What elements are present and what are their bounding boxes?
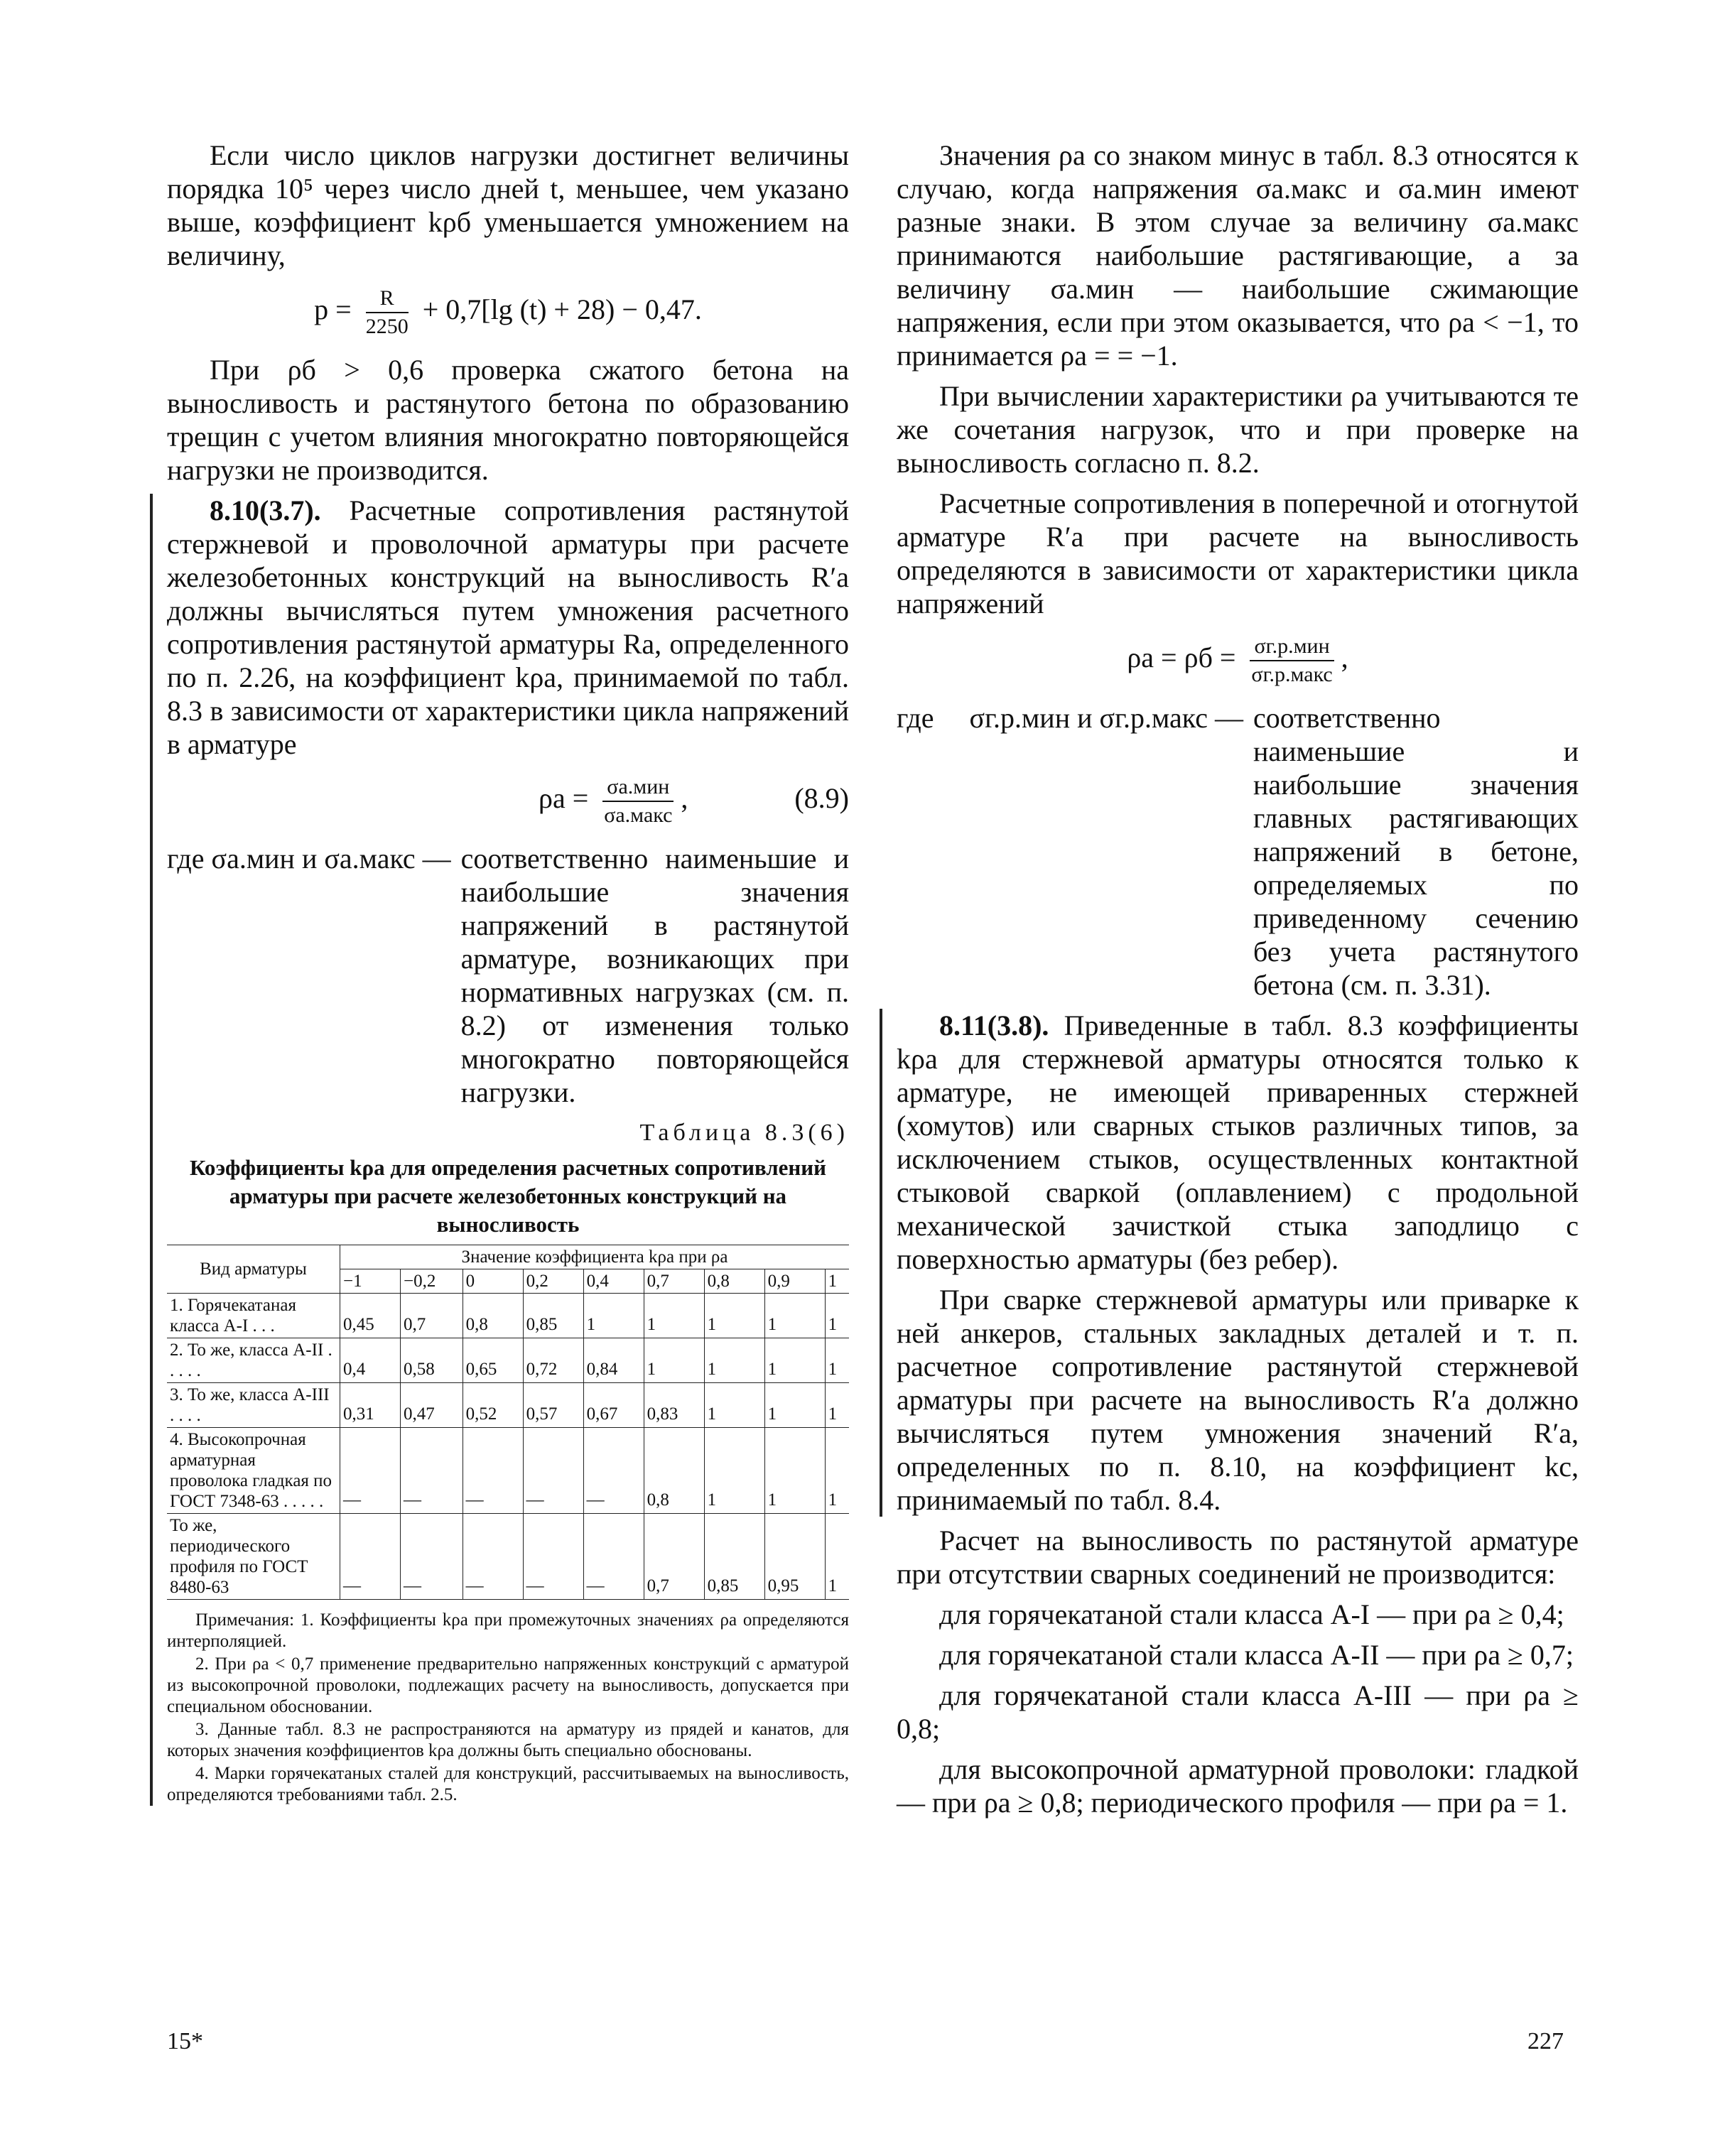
table-cell: 1 (644, 1338, 704, 1383)
table-head-type: Вид арматуры (167, 1245, 340, 1294)
rho-value: −0,2 (401, 1269, 463, 1294)
right-para-4 (897, 1009, 1579, 1276)
table-cell: 1 (704, 1294, 764, 1338)
section-8-10 (150, 494, 849, 1806)
table-cell: 0,31 (340, 1383, 401, 1428)
formula-8-9-number: (8.9) (794, 782, 849, 815)
table-cell: 0,72 (523, 1338, 583, 1383)
table-cell: 0,7 (401, 1294, 463, 1338)
rho-value: 0,2 (523, 1269, 583, 1294)
table-cell: 0,45 (340, 1294, 401, 1338)
section-8-10-text: Расчетные сопротивления растянутой стержневой и проволочной арматуры при расчете железобетонных конструкций на выносливость R′а должны вычисляться путем умножения расчетного сопротивления растянутой арматуры Rа, определенного по п. 2.26, на коэффициент kρа, принимаемой по табл. 8.3 в зависимости от характеристики цикла напряжений в арматуре (167, 494, 849, 760)
table-cell: 0,65 (463, 1338, 523, 1383)
table-cell: 1 (644, 1294, 704, 1338)
where-left-label: где σа.мин и σа.макс — (167, 843, 451, 874)
table-cell: — (340, 1514, 401, 1600)
formula-rho-b (897, 633, 1579, 688)
table-note: 2. При ρа < 0,7 применение предварительно напряженных конструкций с арматурой из высокопрочной проволоки, подлежащих расчету на выносливость, допускается при специальном обосновании. (167, 1654, 849, 1716)
table-title: Коэффициенты kρа для определения расчетных сопротивлений арматуры при расчете железобетонных конструкций на выносливость (189, 1155, 827, 1237)
table-row-name: 2. То же, класса А-II . . . . . (167, 1338, 340, 1383)
table-cell: — (583, 1428, 644, 1514)
list-item: для горячекатаной стали класса А-I — при ρа ≥ 0,4; (939, 1598, 1564, 1630)
table-cell: 1 (825, 1338, 849, 1383)
table-cell: 0,85 (704, 1514, 764, 1600)
table-cell: 1 (825, 1294, 849, 1338)
table-cell: 1 (764, 1383, 825, 1428)
table-cell: 1 (825, 1428, 849, 1514)
rho-value: 0 (463, 1269, 523, 1294)
left-para-3 (167, 494, 849, 761)
table-cell: — (463, 1514, 523, 1600)
formula-p-denominator: 2250 (365, 315, 409, 338)
table-cell: 1 (764, 1294, 825, 1338)
formula-8-9-lhs: ρа = (538, 782, 589, 815)
table-cell: 0,57 (523, 1383, 583, 1428)
formula-rho-b-numerator: σг.р.мин (1250, 633, 1334, 661)
right-para-2: При вычислении характеристики ρа учитываются те же сочетания нагрузок, что и при проверке на выносливость согласно п. 8.2. (897, 380, 1579, 479)
table-cell: — (463, 1428, 523, 1514)
list-item: для горячекатаной стали класса А-III — при ρа ≥ 0,8; (897, 1679, 1579, 1745)
table-cell: — (401, 1428, 463, 1514)
table-row (167, 1383, 849, 1428)
rho-value: 1 (825, 1269, 849, 1294)
table-row-name: 4. Высокопрочная арматурная проволока гладкая по ГОСТ 7348-63 . . . . . (167, 1428, 340, 1514)
formula-8-9-comma: , (681, 782, 688, 815)
table-cell: 0,8 (644, 1428, 704, 1514)
table-note: 3. Данные табл. 8.3 не распространяются на арматуру из прядей и канатов, для которых значения коэффициентов kρа должны быть специально обоснованы. (167, 1720, 849, 1760)
table-cell: 1 (704, 1428, 764, 1514)
coefficient-table (167, 1245, 849, 1600)
table-row-name: То же, периодического профиля по ГОСТ 8480-63 (167, 1514, 340, 1600)
where-left-text: соответственно наименьшие и наибольшие значения напряжений в растянутой арматуре, возникающих при нормативных нагрузках (см. п. 8.2) от изменения только многократно повторяющейся нагрузки. (460, 843, 849, 1108)
table-row (167, 1428, 849, 1514)
table-cell: 0,8 (463, 1294, 523, 1338)
table-row-name: 1. Горячекатаная класса А-I . . . (167, 1294, 340, 1338)
table-cell: 0,85 (523, 1294, 583, 1338)
section-8-11-heading: 8.11(3.8). (939, 1009, 1049, 1041)
table-cell: 1 (583, 1294, 644, 1338)
table-cell: — (401, 1514, 463, 1600)
table-row (167, 1294, 849, 1338)
right-column (897, 139, 1579, 1826)
table-cell: 0,67 (583, 1383, 644, 1428)
left-para-1: Если число циклов нагрузки достигнет величины порядка 10⁵ через число дней t, меньшее, чем указано выше, коэффициент kρб уменьшается умножением на величину, (167, 139, 849, 271)
where-block-right (897, 701, 1579, 1002)
section-8-11 (880, 1009, 1579, 1517)
left-column (167, 139, 849, 1807)
table-cell: — (340, 1428, 401, 1514)
table-cell: 0,47 (401, 1383, 463, 1428)
right-para-3: Расчетные сопротивления в поперечной и отогнутой арматуре R′а при расчете на выносливость определяются в зависимости от характеристики цикла напряжений (897, 487, 1579, 619)
rho-value: 0,8 (704, 1269, 764, 1294)
where-right-symbols: σг.р.мин и σг.р.макс — (969, 702, 1243, 734)
table-note: 4. Марки горячекатаных сталей для конструкций, рассчитываемых на выносливость, определяются требованиями табл. 2.5. (167, 1764, 849, 1804)
table-cell: 0,58 (401, 1338, 463, 1383)
right-para-5: При сварке стержневой арматуры или приварке к ней анкеров, стальных закладных деталей и т. п. расчетное сопротивление растянутой стержневой арматуры при расчете на выносливость R′а должно вычисляться путем умножения значений R′а, определенных по п. 8.10, на коэффициент kс, принимаемый по табл. 8.4. (897, 1284, 1579, 1516)
table-row (167, 1514, 849, 1600)
rho-value: 0,9 (764, 1269, 825, 1294)
formula-8-9-fraction (602, 774, 674, 829)
table-cell: — (523, 1428, 583, 1514)
formula-p-numerator: R (366, 285, 409, 313)
formula-p (167, 285, 849, 340)
table-cell: 1 (825, 1514, 849, 1600)
formula-p-rhs: + 0,7[lg (t) + 28) − 0,47. (422, 293, 702, 326)
section-8-11-text: Приведенные в табл. 8.3 коэффициенты kρа для стержневой арматуры относятся только к арматуре, не имеющей приваренных стержней (хомутов) или сварных стыков различных типов, за исключением стыков, осуществленных контактной стыковой сваркой (оплавлением) с продольной механической зачисткой стыка заподлицо с поверхностью арматуры (без ребер). (897, 1009, 1579, 1275)
section-8-10-heading: 8.10(3.7). (210, 494, 321, 526)
where-right-label: где (897, 702, 934, 734)
table-cell: 1 (825, 1383, 849, 1428)
formula-p-fraction (366, 285, 409, 340)
table-cell: 0,95 (764, 1514, 825, 1600)
table-head-values: Значение коэффициента kρа при ρа (340, 1245, 850, 1269)
formula-rho-b-denominator: σг.р.макс (1251, 663, 1333, 686)
left-para-2: При ρб > 0,6 проверка сжатого бетона на выносливость и растянутого бетона по образованию трещин с учетом влияния многократно повторяющейся нагрузки не производится. (167, 354, 849, 486)
table-cell: 0,84 (583, 1338, 644, 1383)
table-cell: 0,52 (463, 1383, 523, 1428)
right-para-6: Расчет на выносливость по растянутой арматуре при отсутствии сварных соединений не производится: (897, 1524, 1579, 1590)
table-cell: 0,83 (644, 1383, 704, 1428)
formula-rho-b-comma: , (1341, 641, 1348, 674)
table-cell: 1 (704, 1338, 764, 1383)
page-number: 227 (1527, 2028, 1564, 2054)
table-cell: 1 (704, 1383, 764, 1428)
rho-value: −1 (340, 1269, 401, 1294)
table-cell: 0,7 (644, 1514, 704, 1600)
rho-value: 0,4 (583, 1269, 644, 1294)
list-item: для высокопрочной арматурной проволоки: гладкой — при ρа ≥ 0,8; периодического профиля — при ρа = 1. (897, 1753, 1579, 1819)
where-right-text: соответственно наименьшие и наибольшие значения главных растягивающих напряжений в бетоне, определяемых по приведенному сечению без учета растянутого бетона (см. п. 3.31). (1253, 702, 1579, 1001)
formula-p-lhs: p = (314, 293, 352, 326)
rho-value: 0,7 (644, 1269, 704, 1294)
table-cell: 0,4 (340, 1338, 401, 1383)
list-item: для горячекатаной стали класса А-II — при ρа ≥ 0,7; (939, 1639, 1574, 1671)
formula-8-9 (167, 774, 849, 829)
right-para-1: Значения ρа со знаком минус в табл. 8.3 относятся к случаю, когда напряжения σа.макс и σа.мин имеют разные знаки. В этом случае за величину σа.макс принимаются наибольшие растягивающие, а за величину σа.мин — наибольшие сжимающие напряжения, если при этом оказывается, что ρа < −1, то принимается ρа = = −1. (897, 139, 1579, 372)
table-cell: 1 (764, 1338, 825, 1383)
table-caption: Таблица 8.3(6) (639, 1120, 849, 1146)
formula-8-9-denominator: σа.макс (604, 803, 673, 827)
table-row (167, 1338, 849, 1383)
formula-8-9-numerator: σа.мин (602, 774, 674, 802)
formula-rho-b-lhs: ρа = ρб = (1127, 641, 1236, 674)
formula-rho-b-fraction (1250, 633, 1334, 688)
where-block-left (167, 842, 849, 1109)
table-note: Примечания: 1. Коэффициенты kρа при промежуточных значениях ρа определяются интерполяцией. (167, 1610, 849, 1651)
table-cell: 1 (764, 1428, 825, 1514)
table-cell: — (583, 1514, 644, 1600)
page-mark: 15* (167, 2028, 203, 2054)
table-row-name: 3. То же, класса А-III . . . . (167, 1383, 340, 1428)
table-notes (167, 1610, 849, 1806)
table-cell: — (523, 1514, 583, 1600)
